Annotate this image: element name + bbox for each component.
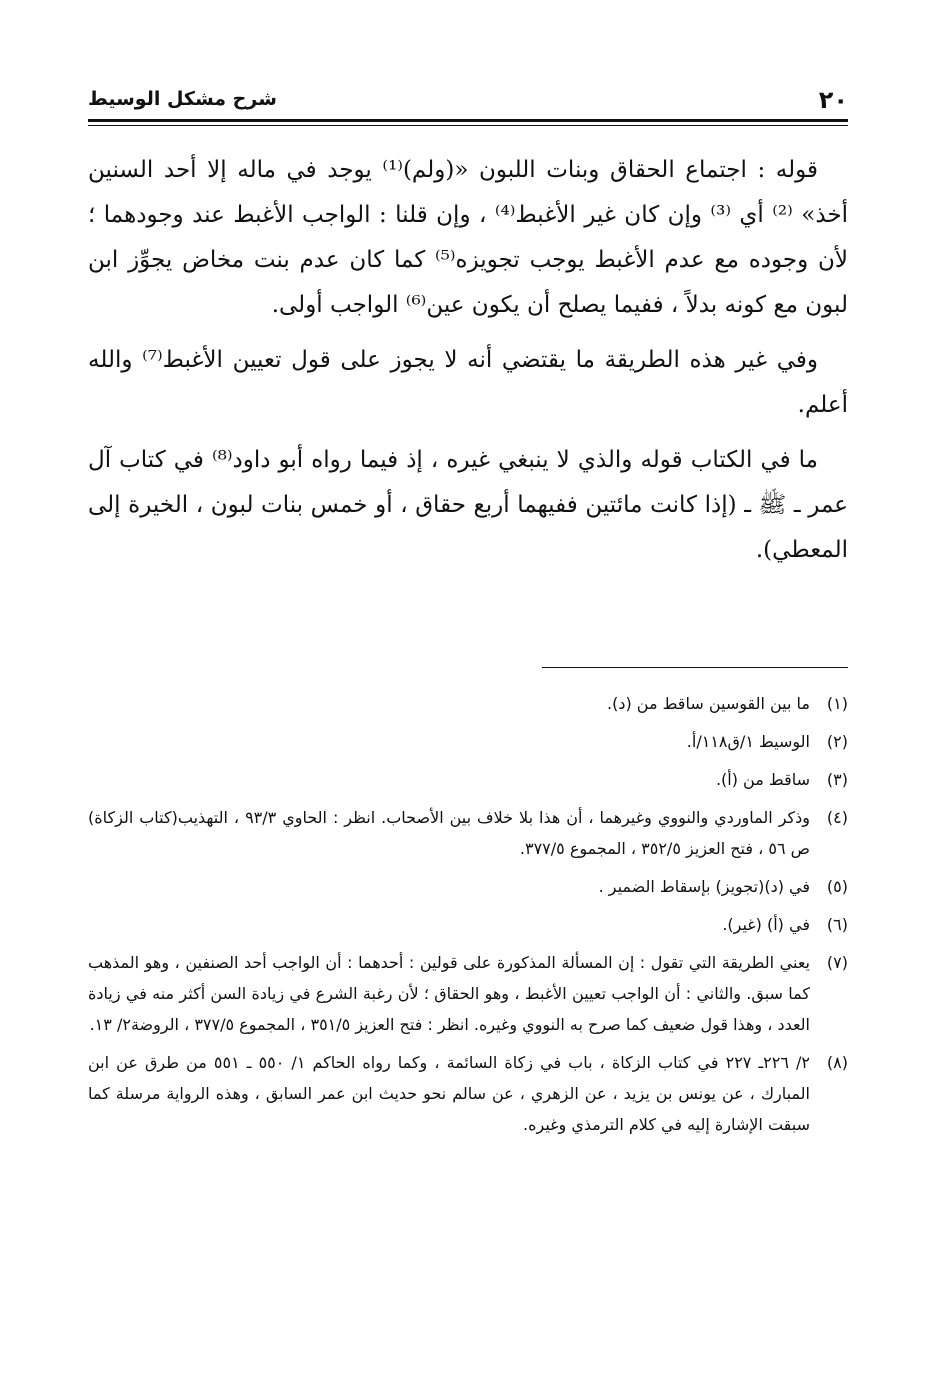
running-title: شرح مشكل الوسيط xyxy=(88,88,277,110)
footnote-marker: (٦) xyxy=(826,915,848,934)
footnote-text: في (د)(تجويز) بإسقاط الضمير . xyxy=(598,877,810,896)
page-number: ٢٠ xyxy=(818,86,848,114)
main-text xyxy=(88,148,848,583)
footnote xyxy=(88,726,848,757)
footnote xyxy=(88,1047,848,1140)
page-header xyxy=(88,86,848,126)
footnote-text: ساقط من (أ). xyxy=(715,770,810,789)
footnote xyxy=(88,909,848,940)
footnote-text: يعني الطريقة التي تقول : إن المسألة المذكورة على قولين : أحدهما : أن الواجب أحد الصنفين ، وهو المذهب كما سبق. والثاني : أن الواجب تعيين الأغبط ، وهو الحقاق ؛ لأن رغبة الشرع في زيادة السن أكثر منه في زيادة العدد ، وهذا قول ضعيف كما صرح به النووي وغيره. انظر : فتح العزيز ٣٥١/٥ ، المجموع ٣٧٧/٥ ، الروضة٢/ ١٣. xyxy=(88,953,810,1034)
body-paragraph: قوله : اجتماع الحقاق وبنات اللبون «(ولم)⁽¹⁾ يوجد في ماله إلا أحد السنين أخذ» ⁽²⁾ أي ⁽³⁾ وإن كان غير الأغبط⁽⁴⁾ ، وإن قلنا : الواجب الأغبط عند وجودهما ؛ لأن وجوده مع عدم الأغبط يوجب تجويزه⁽⁵⁾ كما كان عدم بنت مخاض يجوِّز ابن لبون مع كونه بدلاً ، ففيما يصلح أن يكون عين⁽⁶⁾ الواجب أولى. xyxy=(88,157,849,318)
footnote-text: ٢/ ٢٢٦ـ ٢٢٧ في كتاب الزكاة ، باب في زكاة السائمة ، وكما رواه الحاكم ١/ ٥٥٠ ـ ٥٥١ من طرق عن ابن المبارك ، عن يونس بن يزيد ، عن الزهري ، عن سالم نحو حديث ابن عمر السابق ، وهذه الرواية مرسلة كما سبقت الإشارة إليه في كلام الترمذي وغيره. xyxy=(88,1053,811,1134)
footnote xyxy=(88,871,848,902)
footnote-marker: (٧) xyxy=(826,953,848,972)
footnote-text: الوسيط ١/ق١١٨/أ. xyxy=(686,732,810,751)
footnote-text: وذكر الماوردي والنووي وغيرهما ، أن هذا بلا خلاف بين الأصحاب. انظر : الحاوي ٩٣/٣ ، التهذيب(كتاب الزكاة) ص ٥٦ ، فتح العزيز ٣٥٢/٥ ، المجموع ٣٧٧/٥. xyxy=(88,808,810,858)
footnote-separator xyxy=(542,667,848,668)
header-rule-thin xyxy=(88,125,848,126)
header-rule-thick xyxy=(88,119,848,122)
footnote-marker: (٢) xyxy=(826,732,848,751)
footnote-marker: (٤) xyxy=(826,808,848,827)
footnote-text: في (أ) (غير). xyxy=(722,915,810,934)
footnote-marker: (٨) xyxy=(826,1053,849,1072)
footnote xyxy=(88,688,848,719)
body-paragraph: وفي غير هذه الطريقة ما يقتضي أنه لا يجوز على قول تعيين الأغبط⁽⁷⁾ والله أعلم. xyxy=(88,347,848,418)
footnote-marker: (١) xyxy=(826,694,848,713)
footnote xyxy=(88,947,848,1040)
footnote xyxy=(88,764,848,795)
footnotes xyxy=(88,688,848,1147)
footnote-text: ما بين القوسين ساقط من (د). xyxy=(607,694,810,713)
footnote-marker: (٣) xyxy=(826,770,848,789)
footnote xyxy=(88,802,848,864)
footnote-marker: (٥) xyxy=(826,877,848,896)
body-paragraph: ما في الكتاب قوله والذي لا ينبغي غيره ، إذ فيما رواه أبو داود⁽⁸⁾ في كتاب آل عمر ـ ﷺ ـ (إذا كانت مائتين ففيهما أربع حقاق ، أو خمس بنات لبون ، الخيرة إلى المعطي). xyxy=(88,447,848,563)
